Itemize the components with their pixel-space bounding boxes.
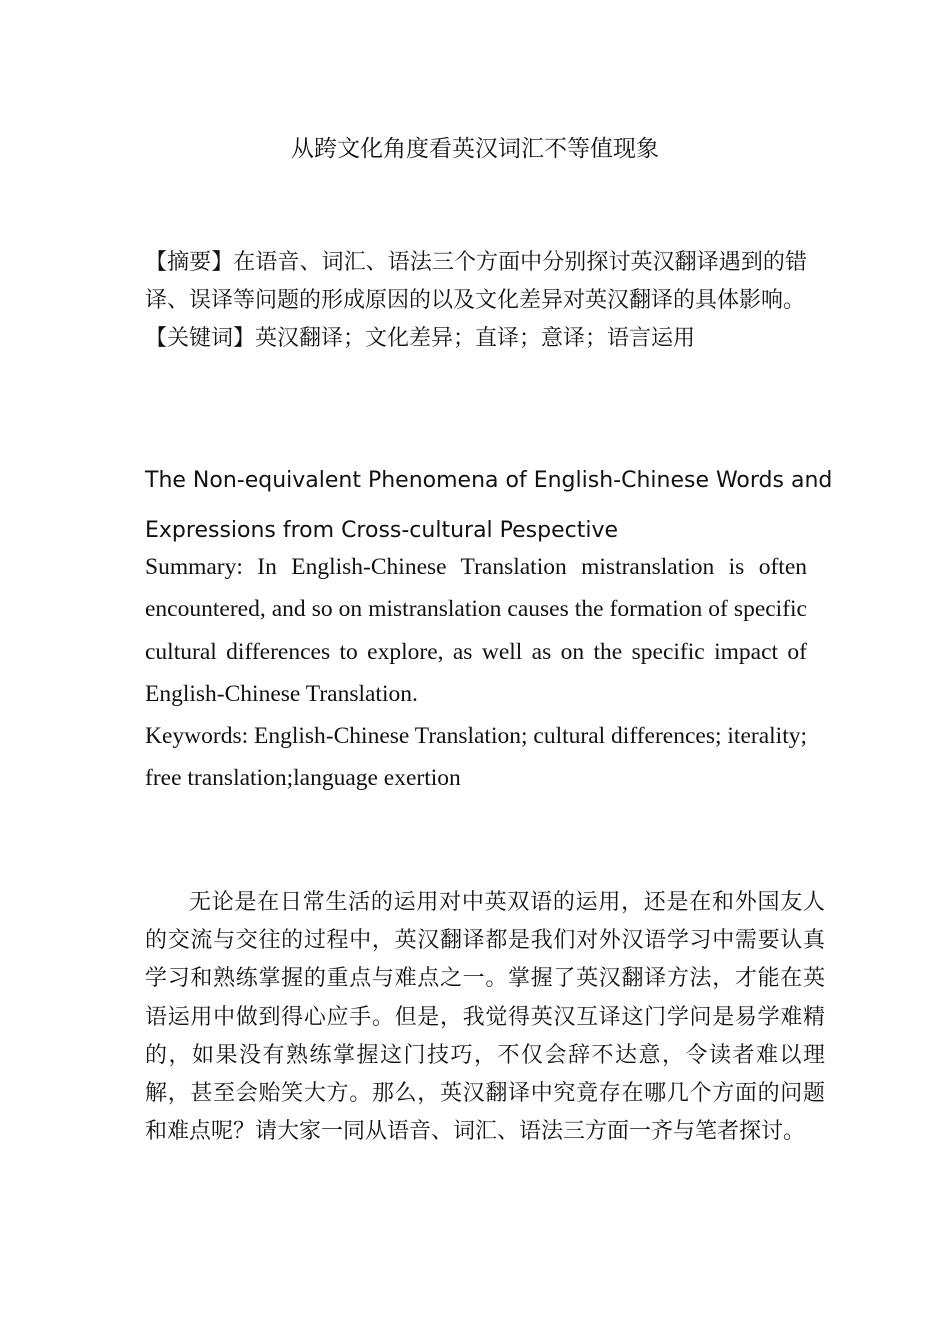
english-abstract-section (145, 546, 807, 800)
english-title-line-1: The Non-equivalent Phenomena of English-Chinese Words and (145, 468, 833, 493)
english-title-line-2: Expressions from Cross-cultural Pespective (145, 518, 619, 543)
chinese-title: 从跨文化角度看英汉词汇不等值现象 (291, 136, 659, 162)
chinese-abstract: 【摘要】在语音、词汇、语法三个方面中分别探讨英汉翻译遇到的错译、误译等问题的形成原因的以及文化差异对英汉翻译的具体影响。 (145, 250, 807, 313)
chinese-abstract-section (145, 244, 807, 358)
body-section (145, 884, 825, 1151)
chinese-keywords: 【关键词】英汉翻译；文化差异；直译；意译；语言运用 (145, 326, 696, 351)
english-summary: Summary: In English-Chinese Translation mistranslation is often encountered, and so on mistranslation causes the formation of specific cultural differences to explore, as well as on the specific impact of English-Chinese Translation. (145, 554, 807, 707)
english-keywords: Keywords: English-Chinese Translation; cultural differences; iterality; free translation;language exertion (145, 723, 808, 792)
english-title (145, 456, 833, 556)
body-paragraph: 无论是在日常生活的运用对中英双语的运用，还是在和外国友人的交流与交往的过程中，英汉翻译都是我们对外汉语学习中需要认真学习和熟练掌握的重点与难点之一。掌握了英汉翻译方法，才能在英语运用中做到得心应手。但是，我觉得英汉互译这门学问是易学难精的，如果没有熟练掌握这门技巧，不仅会辞不达意，令读者难以理解，甚至会贻笑大方。那么，英汉翻译中究竟存在哪几个方面的问题和难点呢？请大家一同从语音、词汇、语法三方面一齐与笔者探讨。 (145, 890, 825, 1145)
